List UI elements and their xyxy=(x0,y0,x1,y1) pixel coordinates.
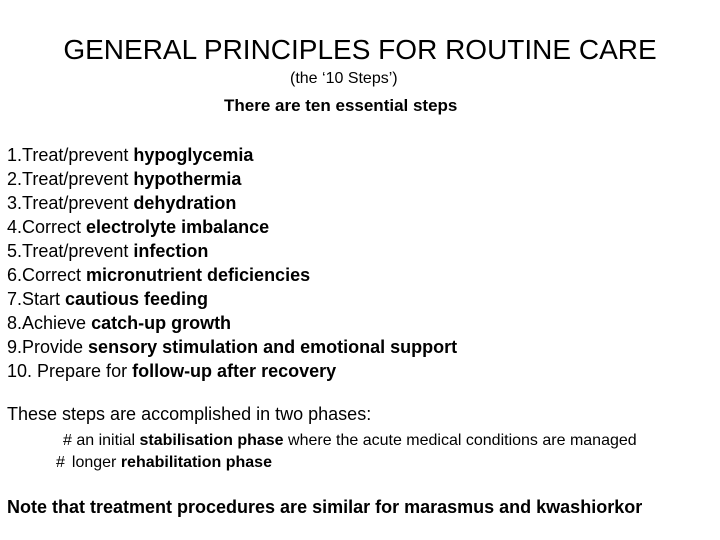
step-prefix: 3.Treat/prevent xyxy=(7,193,134,213)
phase-item xyxy=(63,431,637,451)
step-emphasis: hypoglycemia xyxy=(133,145,254,165)
phase-emphasis: rehabilitation phase xyxy=(120,454,272,471)
step-prefix: 6.Correct xyxy=(7,265,87,285)
step-emphasis: follow-up after recovery xyxy=(132,361,337,381)
step-emphasis: dehydration xyxy=(133,193,237,213)
step-item xyxy=(7,191,457,215)
step-item xyxy=(7,167,457,191)
phases-intro: These steps are accomplished in two phases: xyxy=(7,404,372,424)
subtitle: (the ‘10 Steps’) xyxy=(290,70,398,87)
step-item xyxy=(7,311,457,335)
step-prefix: 4.Correct xyxy=(7,217,87,237)
step-prefix: 1.Treat/prevent xyxy=(7,145,134,165)
phase-suffix: where the acute medical conditions are managed xyxy=(283,432,637,449)
step-item xyxy=(7,215,457,239)
step-item xyxy=(7,143,457,167)
step-emphasis: catch-up growth xyxy=(91,313,232,333)
step-prefix: 8.Achieve xyxy=(7,313,92,333)
steps-list xyxy=(7,143,457,383)
step-item xyxy=(7,239,457,263)
hash-bullet: # xyxy=(56,454,65,471)
note-text: Note that treatment procedures are similar for marasmus and kwashiorkor xyxy=(7,497,643,517)
step-item xyxy=(7,263,457,287)
step-item xyxy=(7,287,457,311)
step-prefix: 9.Provide xyxy=(7,337,89,357)
step-item xyxy=(7,359,457,383)
page-title: GENERAL PRINCIPLES FOR ROUTINE CARE xyxy=(63,34,657,65)
hash-bullet: # xyxy=(63,432,72,449)
step-prefix: 2.Treat/prevent xyxy=(7,169,134,189)
step-item xyxy=(7,335,457,359)
step-prefix: 5.Treat/prevent xyxy=(7,241,134,261)
step-emphasis: infection xyxy=(133,241,209,261)
step-prefix: 10. Prepare for xyxy=(7,361,133,381)
phase-item xyxy=(56,453,272,473)
step-emphasis: micronutrient deficiencies xyxy=(86,265,311,285)
step-emphasis: electrolyte imbalance xyxy=(86,217,270,237)
intro-text: There are ten essential steps xyxy=(224,96,458,115)
step-emphasis: sensory stimulation and emotional support xyxy=(88,337,458,357)
step-emphasis: hypothermia xyxy=(133,169,242,189)
step-prefix: 7.Start xyxy=(7,289,66,309)
step-emphasis: cautious feeding xyxy=(65,289,209,309)
phase-prefix: longer xyxy=(71,454,121,471)
phase-emphasis: stabilisation phase xyxy=(139,432,284,449)
phase-prefix: an initial xyxy=(76,432,140,449)
